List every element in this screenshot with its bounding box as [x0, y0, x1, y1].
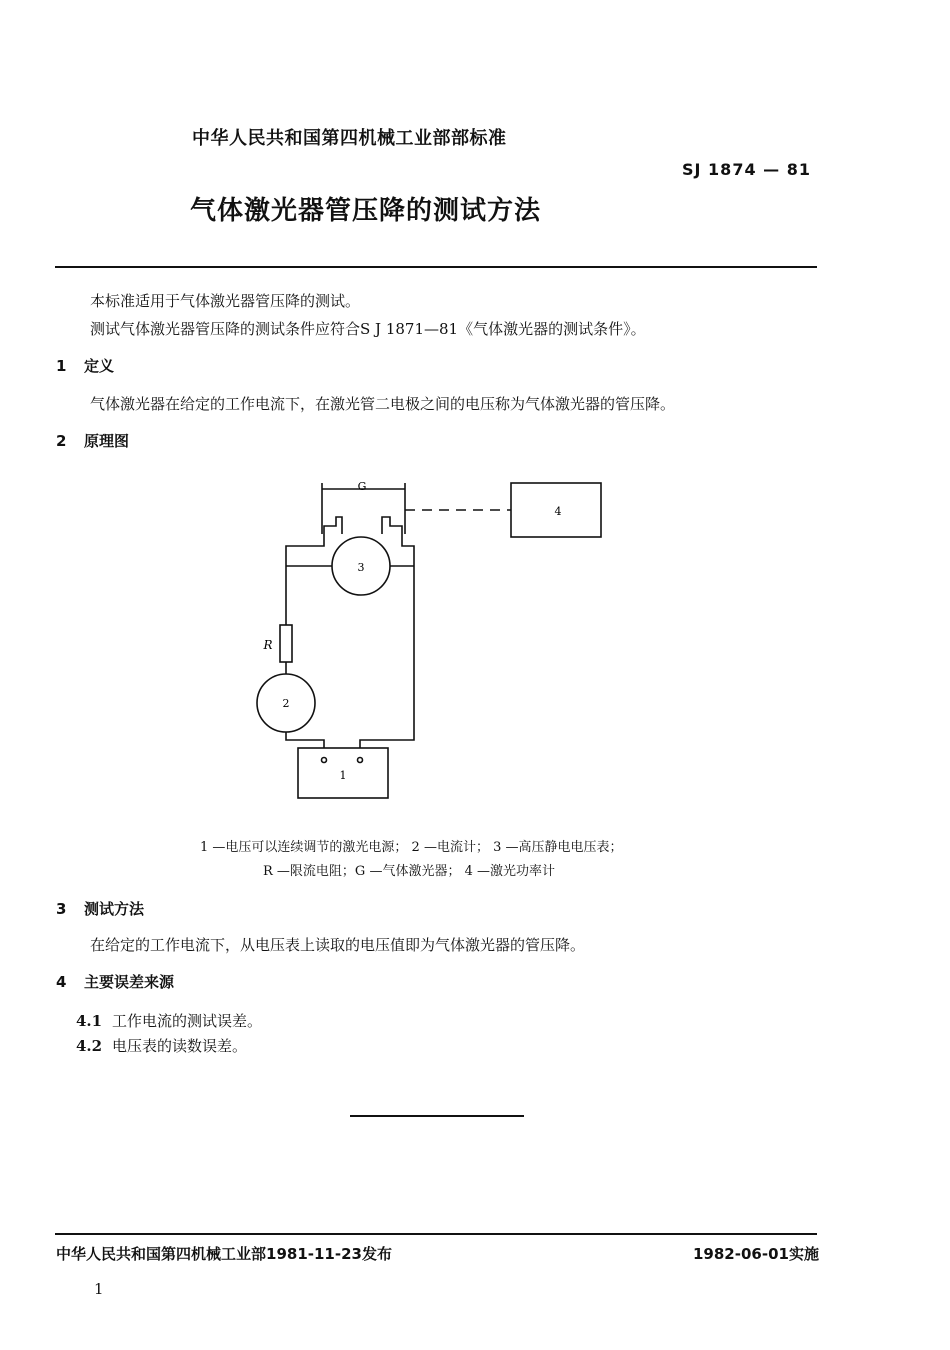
- section-number: 2: [56, 432, 67, 450]
- section-title: 定义: [84, 357, 115, 375]
- section-title: 原理图: [84, 432, 130, 450]
- section-3-heading: [56, 898, 144, 919]
- intro-conditions: 测试气体激光器管压降的测试条件应符合S J 1871—81《气体激光器的测试条件》。: [90, 320, 646, 338]
- label-r: R: [263, 638, 273, 652]
- section-title: 测试方法: [84, 900, 145, 918]
- issuing-organization: 中华人民共和国第四机械工业部部标准: [192, 128, 507, 149]
- section-number: 1: [56, 357, 67, 375]
- section-number: 4: [56, 973, 67, 991]
- item-text: 工作电流的测试误差。: [112, 1012, 263, 1030]
- label-4: 4: [554, 505, 562, 518]
- label-3: 3: [357, 561, 365, 574]
- list-item: [76, 1035, 247, 1056]
- diagram-caption-line-2: R —限流电阻；G —气体激光器； 4 —激光功率计: [263, 864, 555, 879]
- label-1: 1: [339, 769, 347, 782]
- list-item: [76, 1010, 262, 1031]
- section-4-heading: [56, 971, 174, 992]
- label-g: G: [357, 480, 367, 493]
- label-2: 2: [282, 697, 290, 710]
- diagram-caption-line-1: 1 —电压可以连续调节的激光电源； 2 —电流计； 3 —高压静电电压表；: [200, 840, 623, 855]
- document-title: 气体激光器管压降的测试方法: [190, 196, 542, 226]
- section-title: 主要误差来源: [84, 973, 175, 991]
- item-text: 电压表的读数误差。: [112, 1037, 248, 1055]
- section-number: 3: [56, 900, 67, 918]
- item-number: 4.1: [76, 1012, 103, 1030]
- publication-date: 中华人民共和国第四机械工业部1981-11-23发布: [56, 1245, 392, 1263]
- intro-scope: 本标准适用于气体激光器管压降的测试。: [90, 292, 361, 310]
- section-1-body: 气体激光器在给定的工作电流下，在激光管二电极之间的电压称为气体激光器的管压降。: [90, 395, 676, 413]
- standard-code: SJ 1874 — 81: [682, 160, 811, 179]
- end-rule: [350, 1115, 524, 1117]
- effective-date: 1982-06-01实施: [693, 1245, 819, 1263]
- section-3-body: 在给定的工作电流下，从电压表上读取的电压值即为气体激光器的管压降。: [90, 936, 586, 954]
- page-number: 1: [94, 1280, 104, 1298]
- footer-rule: [55, 1233, 817, 1235]
- item-number: 4.2: [76, 1037, 103, 1055]
